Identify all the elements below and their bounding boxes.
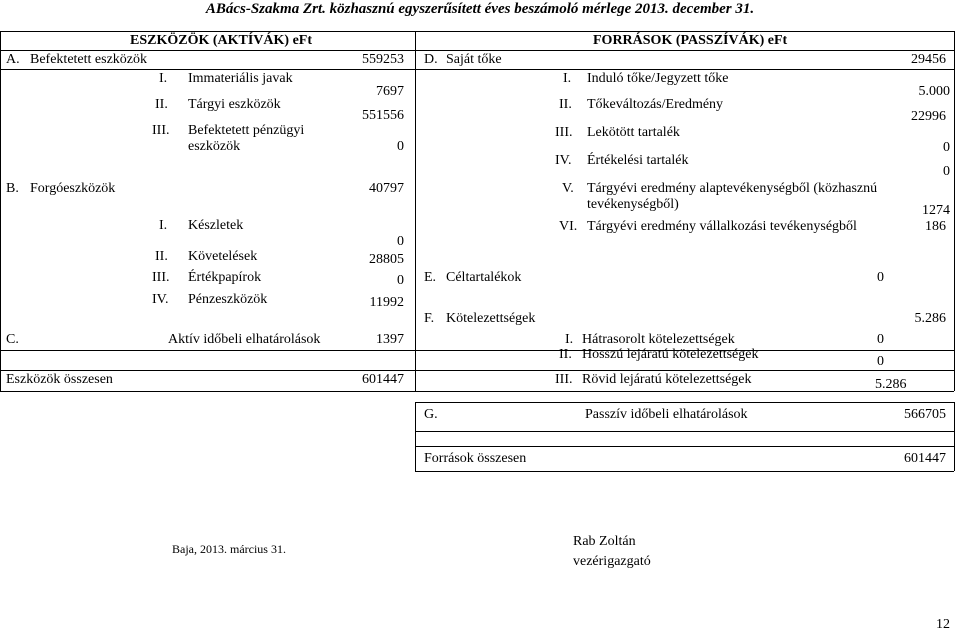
- document-title: ABács-Szakma Zrt. közhasznú egyszerűsített éves beszámoló mérlege 2013. december 31.: [205, 1, 755, 17]
- row-value: 11992: [369, 295, 404, 310]
- row-label: Rövid lejáratú kötelezettségek: [582, 372, 752, 387]
- row-code: III.: [152, 270, 170, 285]
- signer-name: Rab Zoltán: [573, 534, 636, 549]
- row-code: IV.: [555, 153, 572, 168]
- row-code: II.: [155, 249, 168, 264]
- row-label: tevékenységből): [587, 197, 679, 212]
- grid-line: [954, 402, 955, 471]
- row-code: II.: [559, 97, 572, 112]
- row-code: II.: [155, 97, 168, 112]
- row-code: B.: [6, 181, 19, 196]
- row-label: Tőkeváltozás/Eredmény: [587, 97, 724, 112]
- row-label: Passzív időbeli elhatárolások: [585, 407, 748, 422]
- grid-line: [415, 402, 416, 471]
- row-code: E.: [424, 270, 437, 285]
- row-code: I.: [159, 71, 168, 86]
- row-label: eszközök: [188, 139, 241, 154]
- row-label: Értékelési tartalék: [587, 153, 689, 168]
- row-label: Készletek: [188, 218, 244, 233]
- grid-line: [0, 69, 954, 70]
- row-value: 1397: [376, 332, 404, 347]
- row-label: Befektetett pénzügyi: [188, 123, 305, 138]
- row-value: 0: [397, 273, 404, 288]
- liabilities-total-value: 601447: [904, 451, 946, 466]
- row-value: 0: [397, 139, 404, 154]
- assets-total-label: Eszközök összesen: [6, 372, 113, 387]
- row-value: 7697: [376, 84, 404, 99]
- row-value: 1274: [922, 203, 950, 218]
- grid-line: [415, 471, 954, 472]
- liabilities-header: FORRÁSOK (PASSZÍVÁK) eFt: [593, 33, 788, 48]
- grid-line: [415, 431, 954, 432]
- row-value: 22996: [911, 109, 946, 124]
- row-label: Céltartalékok: [446, 270, 522, 285]
- grid-line: [0, 391, 954, 392]
- page-number: 12: [936, 617, 950, 632]
- row-value: 28805: [369, 252, 404, 267]
- row-label: Immateriális javak: [188, 71, 293, 86]
- row-label: Befektetett eszközök: [30, 52, 148, 67]
- grid-line: [0, 350, 954, 351]
- grid-line: [0, 50, 954, 51]
- row-value: 566705: [904, 407, 946, 422]
- row-value: 0: [877, 332, 884, 347]
- row-code: III.: [555, 125, 573, 140]
- row-label: Pénzeszközök: [188, 292, 268, 307]
- row-value: 186: [925, 219, 946, 234]
- row-label: Tárgyévi eredmény alaptevékenységből (közhasznú: [587, 181, 878, 196]
- row-value: 0: [877, 270, 884, 285]
- row-value: 5.286: [875, 377, 907, 392]
- row-value: 29456: [911, 52, 946, 67]
- grid-line: [415, 446, 954, 447]
- grid-line: [0, 31, 954, 32]
- assets-total-value: 601447: [362, 372, 404, 387]
- row-value: 5.286: [914, 311, 946, 326]
- row-code: C.: [6, 332, 19, 347]
- row-value: 0: [877, 354, 884, 369]
- assets-header: ESZKÖZÖK (AKTÍVÁK) eFt: [130, 33, 313, 48]
- row-code: D.: [424, 52, 438, 67]
- row-label: Követelések: [188, 249, 258, 264]
- row-code: IV.: [152, 292, 169, 307]
- row-code: I.: [565, 332, 574, 347]
- row-code: G.: [424, 407, 438, 422]
- row-code: I.: [159, 218, 168, 233]
- row-label: Saját tőke: [446, 52, 502, 67]
- row-label: Tárgyi eszközök: [188, 97, 281, 112]
- row-label: Aktív időbeli elhatárolások: [168, 332, 321, 347]
- row-label: Tárgyévi eredmény vállalkozási tevékenységből: [587, 219, 857, 234]
- row-label: Kötelezettségek: [446, 311, 536, 326]
- row-label: Értékpapírok: [188, 270, 262, 285]
- row-value: 0: [943, 140, 950, 155]
- row-value: 40797: [369, 181, 404, 196]
- row-code: III.: [555, 372, 573, 387]
- row-code: VI.: [559, 219, 578, 234]
- row-value: 5.000: [918, 84, 950, 99]
- row-code: I.: [563, 71, 572, 86]
- grid-line: [0, 31, 1, 391]
- row-value: 559253: [362, 52, 404, 67]
- signer-title: vezérigazgató: [573, 554, 651, 569]
- grid-line: [954, 31, 955, 391]
- row-code: A.: [6, 52, 20, 67]
- grid-line: [415, 402, 954, 403]
- liabilities-total-label: Források összesen: [424, 451, 527, 466]
- grid-line: [415, 31, 416, 391]
- row-value: 0: [397, 234, 404, 249]
- row-value: 551556: [362, 108, 404, 123]
- row-code: F.: [424, 311, 435, 326]
- row-value: 0: [943, 164, 950, 179]
- row-code: V.: [562, 181, 574, 196]
- row-code: III.: [152, 123, 170, 138]
- grid-line: [0, 370, 954, 371]
- row-label: Lekötött tartalék: [587, 125, 680, 140]
- row-code: II.: [559, 347, 572, 362]
- row-label: Forgóeszközök: [30, 181, 116, 196]
- row-label: Induló tőke/Jegyzett tőke: [587, 71, 729, 86]
- place-date: Baja, 2013. március 31.: [172, 542, 286, 556]
- row-label: Hátrasorolt kötelezettségek: [582, 332, 735, 347]
- row-label: Hosszú lejáratú kötelezettségek: [582, 347, 759, 362]
